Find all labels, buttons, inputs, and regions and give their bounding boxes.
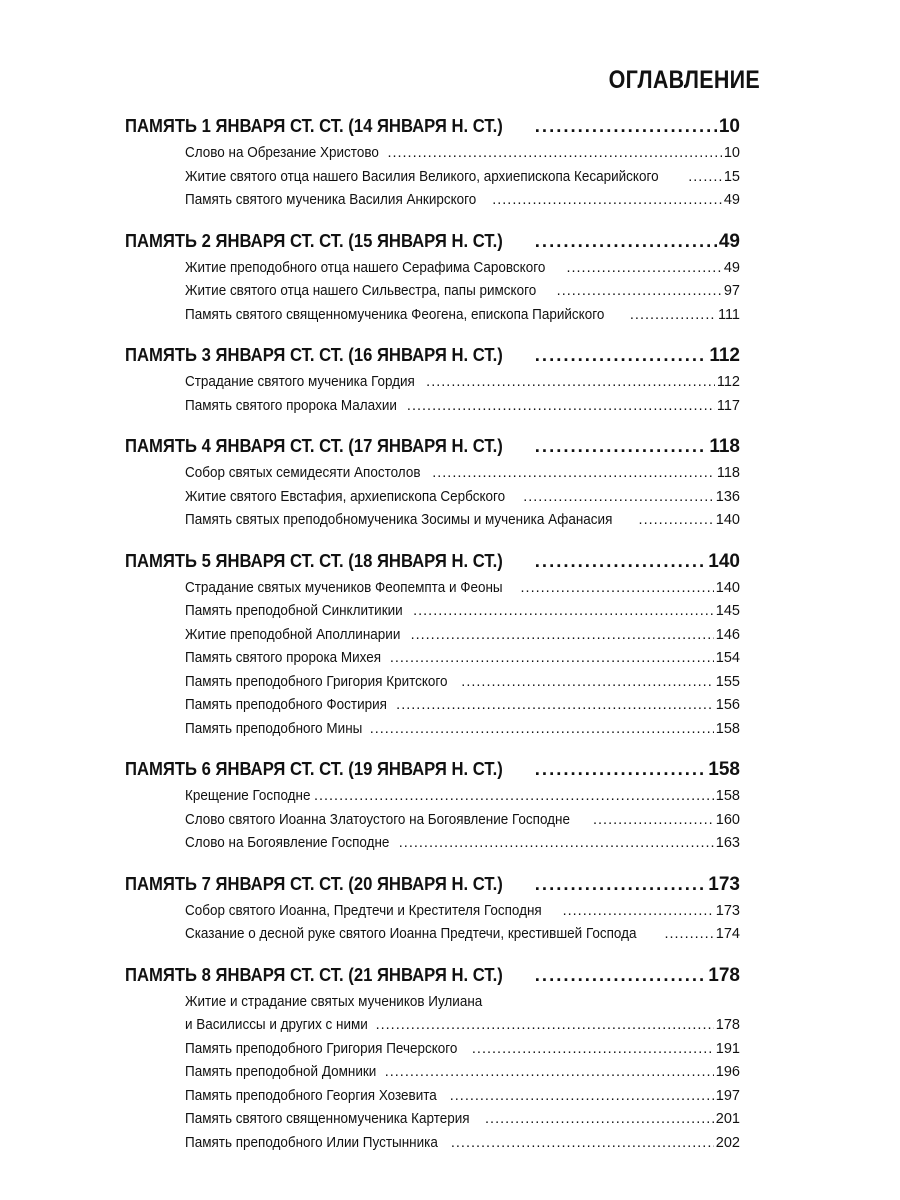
entry-page-number: 201 xyxy=(715,1111,740,1127)
leader-dots xyxy=(396,697,714,713)
leader-dots xyxy=(390,650,714,666)
entry-title: Собор святого Иоанна, Предтечи и Крестителя Господня xyxy=(185,902,542,919)
section-page-number: 10 xyxy=(718,116,740,137)
section-heading[interactable] xyxy=(125,115,740,145)
toc-section xyxy=(125,115,740,216)
leader-dots xyxy=(557,283,722,299)
toc-entry[interactable] xyxy=(185,627,740,651)
entry-page-number: 158 xyxy=(715,788,740,804)
leader-dots xyxy=(593,812,714,828)
leader-dots xyxy=(535,230,717,252)
leader-dots xyxy=(411,627,714,643)
toc-entry[interactable] xyxy=(185,489,740,513)
leader-dots xyxy=(535,550,707,572)
section-entries xyxy=(125,260,740,331)
toc-entry[interactable] xyxy=(185,260,740,284)
leader-dots xyxy=(472,1041,714,1057)
entry-title: Слово на Обрезание Христово xyxy=(185,145,379,161)
entry-page-number: 140 xyxy=(715,579,740,596)
toc-entry[interactable] xyxy=(185,994,740,1018)
entry-title: Память святого священномученика Феогена, епископа Парийского xyxy=(185,306,605,323)
toc-entry[interactable] xyxy=(185,1111,740,1135)
leader-dots xyxy=(387,145,721,161)
toc-entry[interactable] xyxy=(185,1064,740,1088)
toc-entry[interactable] xyxy=(185,603,740,627)
section-heading[interactable] xyxy=(125,435,740,465)
entry-page-number: 118 xyxy=(716,465,740,481)
entry-page-number: 173 xyxy=(715,902,740,919)
entry-page-number: 178 xyxy=(715,1017,740,1033)
entry-title: Память святого священномученика Картерия xyxy=(185,1111,470,1127)
entry-page-number: 158 xyxy=(715,720,740,737)
entry-title: Память преподобного Илии Пустынника xyxy=(185,1134,438,1151)
leader-dots xyxy=(535,435,708,457)
entry-page-number: 196 xyxy=(715,1064,740,1080)
entry-title: Страдание святых мучеников Феопемпта и Феоны xyxy=(185,579,503,596)
leader-dots xyxy=(639,512,714,528)
entry-page-number: 117 xyxy=(716,397,740,414)
toc-section xyxy=(125,344,740,421)
leader-dots xyxy=(535,344,708,366)
section-heading[interactable] xyxy=(125,344,740,374)
entry-title: Крещение Господне xyxy=(185,788,311,804)
toc-entry[interactable] xyxy=(185,192,740,216)
toc-entry[interactable] xyxy=(185,697,740,721)
entry-title: Житие преподобного отца нашего Серафима Саровского xyxy=(185,259,546,276)
entry-page-number: 191 xyxy=(715,1040,740,1057)
entry-title: Память преподобной Домники xyxy=(185,1064,377,1080)
toc-entry[interactable] xyxy=(185,580,740,604)
section-heading-title: ПАМЯТЬ 8 ЯНВАРЯ СТ. СТ. (21 ЯНВАРЯ Н. СТ.) xyxy=(125,963,503,985)
entry-page-number: 202 xyxy=(715,1134,740,1151)
section-page-number: 178 xyxy=(708,964,740,986)
section-heading-title: ПАМЯТЬ 7 ЯНВАРЯ СТ. СТ. (20 ЯНВАРЯ Н. СТ.) xyxy=(125,872,503,894)
section-page-number: 118 xyxy=(709,436,740,457)
toc-entry[interactable] xyxy=(185,374,740,398)
leader-dots xyxy=(432,465,715,481)
toc-entry[interactable] xyxy=(185,307,740,331)
section-heading-title: ПАМЯТЬ 6 ЯНВАРЯ СТ. СТ. (19 ЯНВАРЯ Н. СТ.) xyxy=(125,758,503,779)
leader-dots xyxy=(630,307,716,323)
section-entries xyxy=(125,374,740,421)
leader-dots xyxy=(535,115,717,137)
section-entries xyxy=(125,580,740,745)
leader-dots xyxy=(399,835,714,851)
leader-dots xyxy=(535,758,707,780)
section-heading-title: ПАМЯТЬ 2 ЯНВАРЯ СТ. СТ. (15 ЯНВАРЯ Н. СТ.) xyxy=(125,229,503,251)
leader-dots xyxy=(450,1088,714,1104)
toc-entry[interactable] xyxy=(185,465,740,489)
toc-entry[interactable] xyxy=(185,903,740,927)
toc-entry[interactable] xyxy=(185,721,740,745)
toc-entry[interactable] xyxy=(185,650,740,674)
toc-entry[interactable] xyxy=(185,398,740,422)
leader-dots xyxy=(451,1135,714,1151)
leader-dots xyxy=(370,721,714,737)
entry-title: Житие святого отца нашего Василия Великого, архиепископа Кесарийского xyxy=(185,168,659,185)
toc-entry[interactable] xyxy=(185,1135,740,1159)
toc-title: ОГЛАВЛЕНИЕ xyxy=(608,66,760,94)
leader-dots xyxy=(461,674,714,690)
toc-entry[interactable] xyxy=(185,169,740,193)
entry-title: Слово святого Иоанна Златоустого на Богоявление Господне xyxy=(185,811,571,828)
leader-dots xyxy=(485,1111,714,1127)
entry-title: Страдание святого мученика Гордия xyxy=(185,374,415,390)
section-heading[interactable] xyxy=(125,230,740,260)
entry-title: Память преподобного Фостирия xyxy=(185,697,387,713)
toc-entry[interactable] xyxy=(185,1041,740,1065)
entry-title: Память святого пророка Михея xyxy=(185,650,382,666)
toc-section xyxy=(125,550,740,745)
entry-page-number: 163 xyxy=(715,835,740,851)
leader-dots xyxy=(376,1017,714,1033)
section-heading[interactable] xyxy=(125,873,740,903)
entry-title: Память святого пророка Малахии xyxy=(185,397,397,414)
entry-page-number: 49 xyxy=(723,259,740,276)
entry-page-number: 49 xyxy=(723,192,740,208)
section-entries xyxy=(125,994,740,1159)
entry-page-number: 136 xyxy=(715,488,740,505)
toc-entry[interactable] xyxy=(185,512,740,536)
entry-page-number: 146 xyxy=(715,626,740,643)
section-entries xyxy=(125,465,740,536)
toc-entry[interactable] xyxy=(185,926,740,950)
section-page-number: 158 xyxy=(708,759,740,780)
leader-dots xyxy=(535,873,707,895)
toc-entry[interactable] xyxy=(185,145,740,169)
section-entries xyxy=(125,903,740,950)
entry-title: Житие святого Евстафия, архиепископа Сербского xyxy=(185,488,506,505)
entry-title: Память преподобного Григория Критского xyxy=(185,673,448,690)
section-heading[interactable] xyxy=(125,964,740,994)
toc-entry[interactable] xyxy=(185,788,740,812)
entry-page-number: 154 xyxy=(715,650,740,666)
entry-title: Сказание о десной руке святого Иоанна Предтечи, крестившей Господа xyxy=(185,926,637,942)
entry-page-number: 111 xyxy=(717,306,740,323)
leader-dots xyxy=(563,903,714,919)
entry-page-number: 174 xyxy=(715,926,740,942)
section-page-number: 173 xyxy=(708,873,740,895)
section-page-number: 140 xyxy=(708,550,740,572)
leader-dots xyxy=(413,603,714,619)
entry-title: и Василиссы и других с ними xyxy=(185,1017,368,1033)
entry-page-number: 112 xyxy=(716,374,740,390)
entry-title: Житие святого отца нашего Сильвестра, папы римского xyxy=(185,283,537,299)
section-entries xyxy=(125,145,740,216)
toc-section xyxy=(125,964,740,1159)
leader-dots xyxy=(688,169,722,185)
section-heading-title: ПАМЯТЬ 3 ЯНВАРЯ СТ. СТ. (16 ЯНВАРЯ Н. СТ.) xyxy=(125,344,503,365)
section-heading[interactable] xyxy=(125,758,740,788)
entry-page-number: 145 xyxy=(715,603,740,619)
section-heading-title: ПАМЯТЬ 5 ЯНВАРЯ СТ. СТ. (18 ЯНВАРЯ Н. СТ.) xyxy=(125,549,503,571)
section-entries xyxy=(125,788,740,859)
section-page-number: 112 xyxy=(709,345,740,366)
entry-page-number: 160 xyxy=(715,811,740,828)
toc-section xyxy=(125,435,740,536)
entry-title: Память святых преподобномученика Зосимы и мученика Афанасия xyxy=(185,512,613,528)
toc-entry[interactable] xyxy=(185,1088,740,1112)
toc-entry[interactable] xyxy=(185,1017,740,1041)
toc-entry[interactable] xyxy=(185,812,740,836)
entry-title: Житие и страдание святых мучеников Иулиана xyxy=(185,993,483,1010)
entry-title: Собор святых семидесяти Апостолов xyxy=(185,465,421,481)
toc-section xyxy=(125,758,740,859)
leader-dots xyxy=(426,374,715,390)
leader-dots xyxy=(407,398,715,414)
entry-title: Память преподобного Георгия Хозевита xyxy=(185,1087,437,1104)
toc-section xyxy=(125,873,740,950)
entry-title: Память преподобной Синклитикии xyxy=(185,603,403,619)
leader-dots xyxy=(521,580,714,596)
section-heading[interactable] xyxy=(125,550,740,580)
leader-dots xyxy=(314,788,714,804)
entry-page-number: 97 xyxy=(723,283,740,299)
leader-dots xyxy=(492,192,722,208)
leader-dots xyxy=(664,926,713,942)
entry-title: Память святого мученика Василия Анкирского xyxy=(185,192,477,208)
section-heading-title: ПАМЯТЬ 1 ЯНВАРЯ СТ. СТ. (14 ЯНВАРЯ Н. СТ.) xyxy=(125,115,503,136)
toc-entry[interactable] xyxy=(185,283,740,307)
entry-page-number: 155 xyxy=(715,673,740,690)
section-page-number: 49 xyxy=(718,230,740,252)
entry-title: Память преподобного Мины xyxy=(185,720,363,737)
entry-page-number: 156 xyxy=(715,697,740,713)
section-heading-title: ПАМЯТЬ 4 ЯНВАРЯ СТ. СТ. (17 ЯНВАРЯ Н. СТ.) xyxy=(125,435,503,456)
entry-page-number: 197 xyxy=(715,1087,740,1104)
table-of-contents xyxy=(125,115,740,1172)
entry-title: Память преподобного Григория Печерского xyxy=(185,1040,458,1057)
leader-dots xyxy=(385,1064,714,1080)
leader-dots xyxy=(523,489,714,505)
leader-dots xyxy=(566,260,721,276)
toc-section xyxy=(125,230,740,331)
entry-page-number: 15 xyxy=(723,168,740,185)
toc-entry[interactable] xyxy=(185,835,740,859)
leader-dots xyxy=(535,964,707,986)
entry-page-number: 140 xyxy=(715,512,740,528)
entry-title: Житие преподобной Аполлинарии xyxy=(185,626,401,643)
entry-page-number: 10 xyxy=(723,145,740,161)
entry-title: Слово на Богоявление Господне xyxy=(185,835,390,851)
toc-entry[interactable] xyxy=(185,674,740,698)
